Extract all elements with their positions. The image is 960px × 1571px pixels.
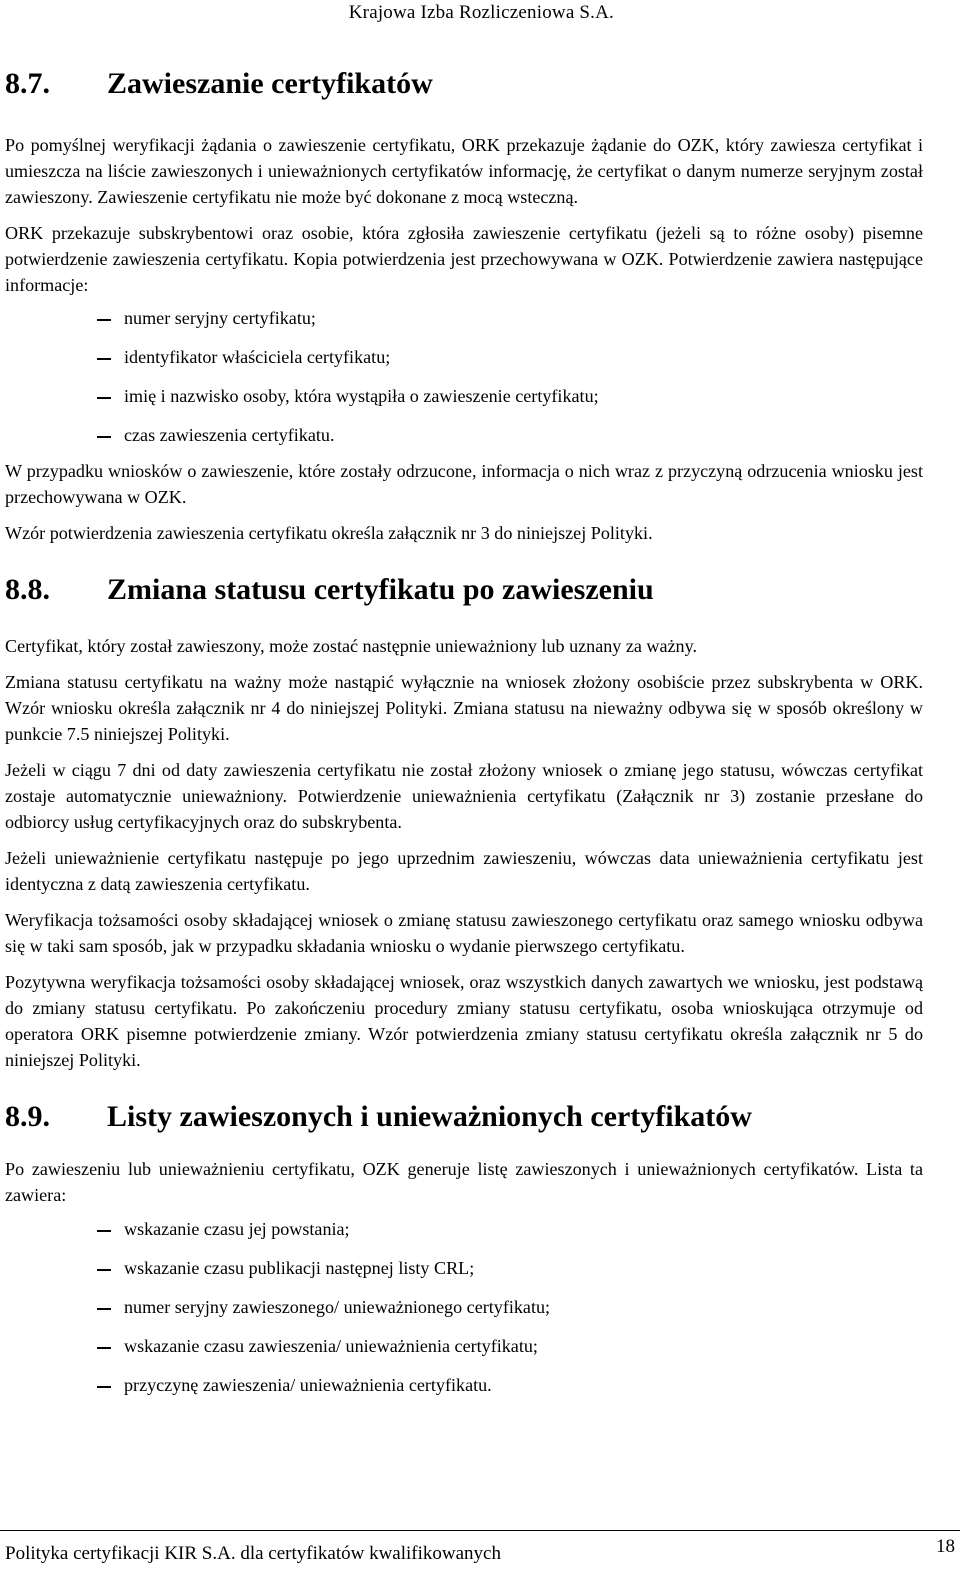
paragraph: Weryfikacja tożsamości osoby składającej wniosek o zmianę statusu zawieszonego certyfikatu oraz samego wniosku odbywa się w taki sam sposób, jak w przypadku składania wniosku o wydanie pierwszego certyfikatu. [5,910,923,956]
footer-title: Polityka certyfikacji KIR S.A. dla certyfikatów kwalifikowanych [5,1543,501,1564]
list-item: identyfikator właściciela certyfikatu; [5,344,923,370]
list-item: imię i nazwisko osoby, która wystąpiła o zawieszenie certyfikatu; [5,383,923,409]
paragraph: Jeżeli w ciągu 7 dni od daty zawieszenia certyfikatu nie został złożony wniosek o zmianę jego statusu, wówczas certyfikat zostaje automatycznie unieważniony. Potwierdzenie unieważnienia certyfikatu (Załącznik nr 3) zostanie przesłane do odbiorcy usług certyfikacyjnych oraz do subskrybenta. [5,760,923,832]
paragraph: Zmiana statusu certyfikatu na ważny może nastąpić wyłącznie na wniosek złożony osobiście przez subskrybenta w ORK. Wzór wniosku określa załącznik nr 4 do niniejszej Polityki. Zmiana statusu na nieważny odbywa się w sposób określony w punkcie 7.5 niniejszej Polityki. [5,672,923,744]
section-heading-8-9 [5,1099,923,1135]
list-item: wskazanie czasu zawieszenia/ unieważnienia certyfikatu; [5,1333,923,1359]
running-header: Krajowa Izba Rozliczeniowa S.A. [348,2,614,23]
section-heading-8-7 [5,66,923,102]
paragraph: Pozytywna weryfikacja tożsamości osoby składającej wniosek, oraz wszystkich danych zawartych we wniosku, jest podstawą do zmiany statusu certyfikatu. Po zakończeniu procedury zmiany statusu certyfikatu, osoba wnioskująca otrzymuje od operatora ORK pisemne potwierdzenie zmiany. Wzór potwierdzenia zmiany statusu certyfikatu określa załącznik nr 5 do niniejszej Polityki. [5,972,923,1070]
list-item: numer seryjny certyfikatu; [5,305,923,331]
section-heading-8-8 [5,572,923,608]
section-title: Zawieszanie certyfikatów [107,67,433,100]
list-item: czas zawieszenia certyfikatu. [5,422,923,448]
paragraph: Po zawieszeniu lub unieważnieniu certyfikatu, OZK generuje listę zawieszonych i unieważnionych certyfikatów. Lista ta zawiera: [5,1159,923,1205]
section-title: Zmiana statusu certyfikatu po zawieszeniu [107,573,654,606]
paragraph: Certyfikat, który został zawieszony, może zostać następnie unieważniony lub uznany za ważny. [5,636,697,656]
section-number: 8.9. [5,1100,50,1133]
paragraph: W przypadku wniosków o zawieszenie, które zostały odrzucone, informacja o nich wraz z przyczyną odrzucenia wniosku jest przechowywana w OZK. [5,461,923,507]
page-footer [0,1530,960,1571]
page-number: 18 [936,1536,955,1557]
paragraph: Wzór potwierdzenia zawieszenia certyfikatu określa załącznik nr 3 do niniejszej Polityki. [5,523,653,543]
page-content [5,62,923,1398]
paragraph: ORK przekazuje subskrybentowi oraz osobie, która zgłosiła zawieszenie certyfikatu (jeżeli są to różne osoby) pisemne potwierdzenie zawieszenia certyfikatu. Kopia potwierdzenia jest przechowywana w OZK. Potwierdzenie zawiera następujące informacje: [5,223,923,295]
section-title: Listy zawieszonych i unieważnionych certyfikatów [107,1100,752,1133]
list-item: wskazanie czasu jej powstania; [5,1216,923,1242]
info-list [5,305,923,448]
list-item: przyczynę zawieszenia/ unieważnienia certyfikatu. [5,1372,923,1398]
section-number: 8.7. [5,67,50,100]
list-item: wskazanie czasu publikacji następnej listy CRL; [5,1255,923,1281]
paragraph: Jeżeli unieważnienie certyfikatu następuje po jego uprzednim zawieszeniu, wówczas data unieważnienia certyfikatu jest identyczna z datą zawieszenia certyfikatu. [5,848,923,894]
crl-contents-list [5,1216,923,1398]
section-number: 8.8. [5,573,50,606]
list-item: numer seryjny zawieszonego/ unieważnionego certyfikatu; [5,1294,923,1320]
paragraph: Po pomyślnej weryfikacji żądania o zawieszenie certyfikatu, ORK przekazuje żądanie do OZK, który zawiesza certyfikat i umieszcza na liście zawieszonych i unieważnionych certyfikatów informację, że certyfikat o danym numerze seryjnym został zawieszony. Zawieszenie certyfikatu nie może być dokonane z mocą wsteczną. [5,135,923,207]
